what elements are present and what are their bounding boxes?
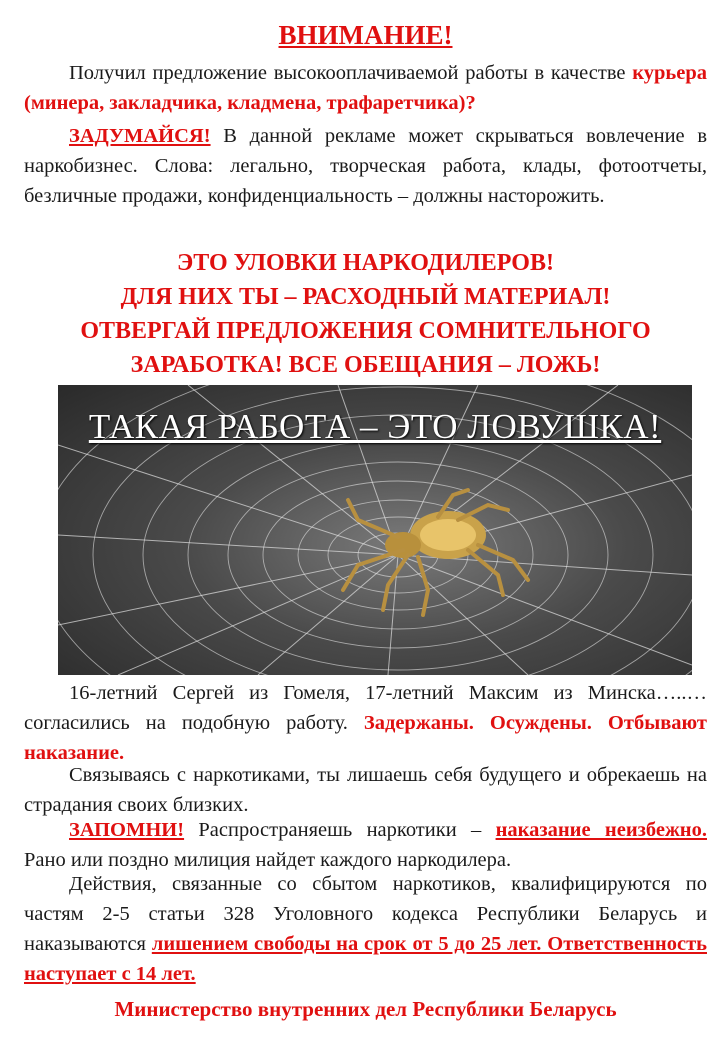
story-text: 16-летний Сергей из Гомеля, 17-летний Максим из Минска…..…согласились на подобную работу. [24,682,707,734]
intro-lead: Получил предложение высокооплачиваемой работы в качестве [69,62,626,84]
slogan-line: ОТВЕРГАЙ ПРЕДЛОЖЕНИЯ СОМНИТЕЛЬНОГО [80,318,651,344]
consequence-paragraph [24,760,707,820]
consequence-text: Связываясь с наркотиками, ты лишаешь себя будущего и обрекаешь на страдания своих близких. [24,764,707,816]
story-paragraph [24,678,707,768]
intro-roles: курьера (минера, закладчика, кладмена, трафаретчика)? [24,62,707,114]
page-title: ВНИМАНИЕ! [278,20,453,50]
intro-paragraph [24,58,707,118]
remember-label: ЗАПОМНИ! [69,819,185,841]
warning-paragraph [24,121,707,211]
photo-caption: ТАКАЯ РАБОТА – ЭТО ЛОВУШКА! [88,407,662,446]
slogan-line: ЭТО УЛОВКИ НАРКОДИЛЕРОВ! [177,250,554,276]
remember-text: Распространяешь наркотики – [184,819,496,841]
law-text: Действия, связанные со сбытом наркотиков, квалифицируются по частям 2-5 статьи 328 Уголовного кодекса Республики Беларусь и наказываются [24,873,707,955]
slogan-line: ДЛЯ НИХ ТЫ – РАСХОДНЫЙ МАТЕРИАЛ! [120,284,611,310]
spider-body [343,490,528,615]
remember-text-2: Рано или поздно милиция найдет каждого наркодилера. [24,849,512,871]
spider-web-photo [58,385,692,675]
remember-paragraph [24,815,707,875]
slogans-block [24,246,707,382]
warning-label: ЗАДУМАЙСЯ! [69,125,211,147]
law-paragraph [24,869,707,989]
ministry-footer: Министерство внутренних дел Республики Беларусь [114,997,617,1021]
slogan-line: ЗАРАБОТКА! ВСЕ ОБЕЩАНИЯ – ЛОЖЬ! [130,352,601,378]
law-sentence: лишением свободы на срок от 5 до 25 лет. Ответственность наступает с 14 лет. [24,933,707,985]
story-verdict: Задержаны. Осуждены. Отбывают наказание. [24,712,707,764]
warning-text: В данной рекламе может скрываться вовлечение в наркобизнес. Слова: легально, творческая работа, клады, фотоотчеты, безличные продажи, конфиденциальность – должны насторожить. [24,125,707,207]
remember-punishment: наказание неизбежно. [495,819,707,841]
